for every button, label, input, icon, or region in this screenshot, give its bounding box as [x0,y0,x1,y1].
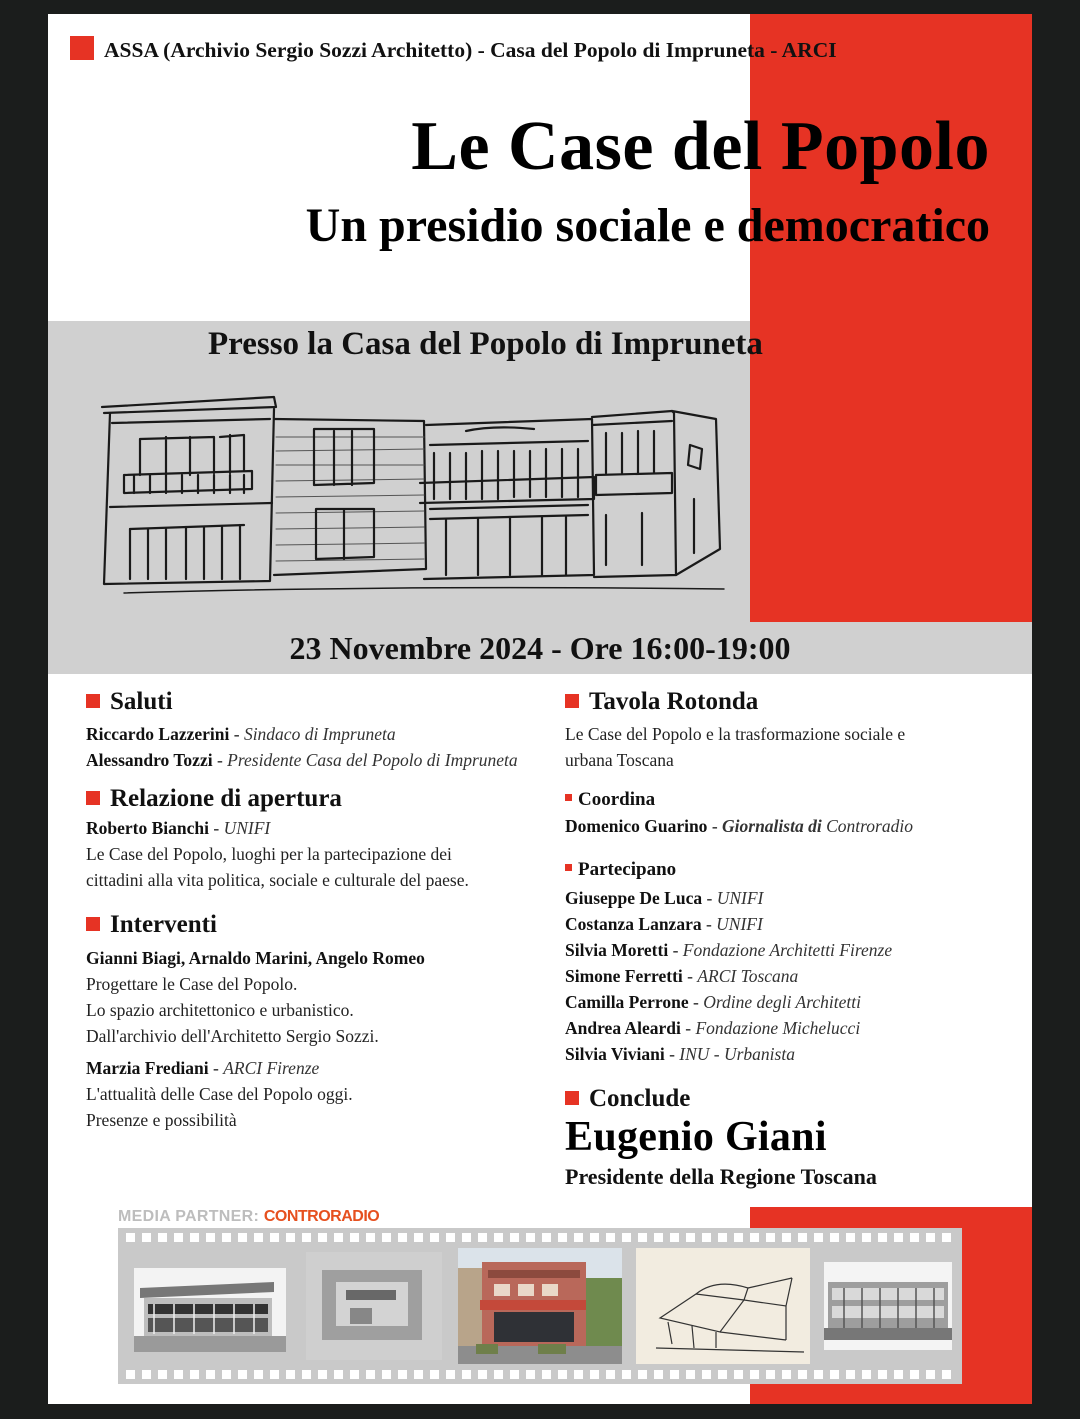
speaker-line: Giuseppe De Luca - UNIFI [565,887,764,908]
main-title: Le Case del Popolo [411,108,990,185]
talk-description: Le Case del Popolo, luoghi per la partecipazione dei [86,844,452,864]
film-strip [118,1228,962,1384]
speaker-line: Andrea Aleardi - Fondazione Michelucci [565,1017,861,1038]
speaker-line: Silvia Moretti - Fondazione Architetti Firenze [565,939,893,960]
panel-description: Le Case del Popolo e la trasformazione sociale e [565,723,906,744]
talk-description: Dall'archivio dell'Architetto Sergio Sozzi. [86,1025,379,1046]
red-square-icon [86,791,100,805]
speaker-line: Domenico Guarino - Giornalista di Controradio [565,815,913,836]
photo-frame-1 [134,1248,286,1364]
speaker-line: Costanza Lanzara - UNIFI [565,913,763,934]
photo-frame-5 [824,1248,952,1364]
poster [48,14,1032,1404]
red-square-icon [565,694,579,708]
section-saluti: Saluti [86,688,556,716]
red-panel-top [750,14,1032,622]
speaker-line: Alessandro Tozzi - Presidente Casa del Popolo di Impruneta [86,749,518,770]
talk-description: L'attualità delle Case del Popolo oggi. [86,1083,353,1104]
speaker-line: Gianni Biagi, Arnaldo Marini, Angelo Romeo [86,947,425,968]
media-partner: MEDIA PARTNER: CONTRORADIO [118,1208,380,1225]
panel-description: urbana Toscana [565,749,674,770]
red-square-icon [86,694,100,708]
speaker-line: Marzia Frediani - ARCI Firenze [86,1057,320,1078]
red-square-icon [565,794,572,801]
red-square-icon [565,864,572,871]
section-partecipano: Partecipano [565,859,1005,881]
speaker-line: Camilla Perrone - Ordine degli Architetti [565,991,861,1012]
talk-description: Progettare le Case del Popolo. [86,973,298,994]
building-sketch [94,389,734,594]
talk-description: cittadini alla vita politica, sociale e culturale del paese. [86,870,469,890]
speaker-line: Roberto Bianchi - UNIFI [86,818,271,838]
organizers-line [70,36,1010,63]
section-tavola-rotonda: Tavola Rotonda [565,688,1005,716]
talk-description: Lo spazio architettonico e urbanistico. [86,999,354,1020]
right-column [565,688,1005,1190]
left-column [86,688,556,1133]
film-holes-bottom [126,1370,954,1379]
section-interventi: Interventi [86,911,556,939]
subtitle: Un presidio sociale e democratico [305,199,990,252]
photo-frame-4 [636,1248,810,1364]
speaker-line: Simone Ferretti - ARCI Toscana [565,965,799,986]
photo-frame-2 [306,1248,442,1364]
section-coordina: Coordina [565,789,1005,811]
participants-list [565,885,1005,1067]
section-conclude: Conclude [565,1085,1005,1113]
speaker-line: Riccardo Lazzerini - Sindaco di Impruneta [86,723,396,744]
section-relazione: Relazione di apertura [86,785,556,813]
photo-frame-3 [458,1248,622,1364]
event-date: 23 Novembre 2024 - Ore 16:00-19:00 [289,630,791,666]
closing-speaker-role: Presidente della Regione Toscana [565,1164,877,1189]
organizers-text: ASSA (Archivio Sergio Sozzi Architetto) - Casa del Popolo di Impruneta - ARCI [104,38,837,62]
film-holes-top [126,1233,954,1242]
red-square-icon [565,1091,579,1105]
red-square-icon [86,917,100,931]
closing-speaker-name: Eugenio Giani [565,1114,827,1160]
venue: Presso la Casa del Popolo di Impruneta [208,326,763,362]
red-square-icon [70,36,94,60]
talk-description: Presenze e possibilità [86,1109,237,1130]
speaker-line: Silvia Viviani - INU - Urbanista [565,1043,795,1064]
controradio-logo: CONTRORADIO [263,1208,380,1225]
